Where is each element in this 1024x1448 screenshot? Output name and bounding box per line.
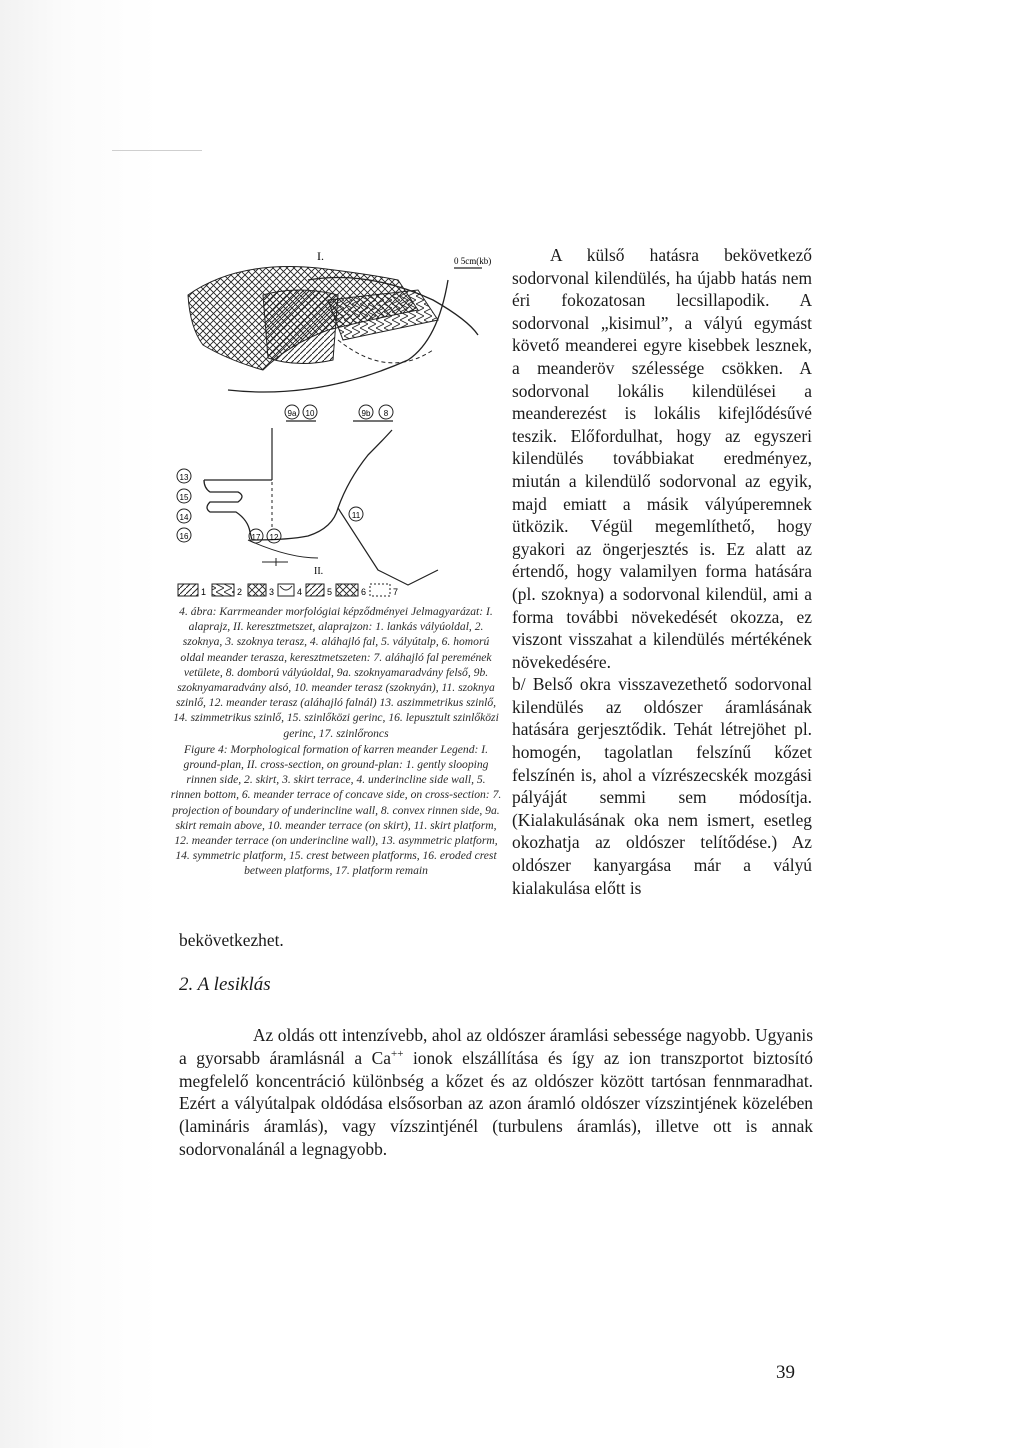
legend-number: 1 xyxy=(201,587,207,597)
circled-label: 14 xyxy=(179,513,189,522)
circled-label: 8 xyxy=(383,409,389,418)
circled-label: 9a xyxy=(287,409,297,418)
section-label-cross: II. xyxy=(314,566,324,577)
circled-label: 11 xyxy=(351,511,361,520)
right-paragraph-2: b/ Belső okra visszavezethető sodorvonal kilendülés az oldószer áramlásának hatására gerjesztődik. Tehát létrejöhet pl. homogén, tagolatlan felszínű kőzet felszínén is, ahol a vízrészecskék mozgási pályáját semmi sem módosítja. (Kialakulásának oka nem ismert, esetleg okozhatja az oldószer telítődése.) Az oldószer kanyargása már a vályú kialakulása előtt is xyxy=(512,674,812,898)
plan-view xyxy=(188,267,478,392)
circled-label: 12 xyxy=(269,533,279,542)
legend xyxy=(178,584,398,597)
right-column-text xyxy=(512,244,812,899)
figure-karren-meander xyxy=(168,240,518,610)
legend-number: 3 xyxy=(269,587,275,597)
legend-number: 6 xyxy=(361,587,367,597)
circled-label: 13 xyxy=(179,473,189,482)
legend-number: 7 xyxy=(393,587,399,597)
section-heading: 2. A lesiklás xyxy=(179,974,271,995)
body-text-part-1: Az oldás ott intenzívebb, ahol az oldószer áramlási sebessége nagyobb. Ugyanis a gyorsabb áramlásnál a Ca xyxy=(179,1025,813,1068)
caption-hungarian: 4. ábra: Karrmeander morfológiai képződményei Jelmagyarázat: I. alaprajz, II. keresztmetszet, alaprajzon: 1. lankás vályúoldal, 2. szoknya, 3. szoknya terasz, 4. aláhajló fal, 5. vályútalp, 6. homorú oldal meander terasza, keresztmetszeten: 7. aláhajló fal peremének vetülete, 8. domború vályúoldal, 9a. szoknyamaradvány felső, 9b. szoknyamaradvány alsó, 10. meander terasz (szoknyán), 11. szoknya szinlő, 12. meander terasz (aláhajló falnál) 13. aszimmetrikus szinlő, 14. szimmetrikus szinlő, 15. szinlőközi gerinc, 16. lepusztult szinlőközi gerinc, 17. szinlőroncs xyxy=(173,605,499,740)
scan-mark xyxy=(112,150,202,151)
diagonal-hatch-region xyxy=(263,290,338,364)
circled-label: 9b xyxy=(361,409,371,418)
caption-english: Figure 4: Morphological formation of karren meander Legend: I. ground-plan, II. cross-section, on ground-plan: 1. gently slooping rinnen side, 2. skirt, 3. skirt terrace, 4. underincline side wall, 5. rinnen bottom, 6. meander terrace of concave side, on cross-section: 7. projection of boundary of underincline wall, 8. convex rinnen side, 9a. skirt remain above, 10. meander terrace (on skirt), 11. skirt platform, 12. meander terrace (on underincline wall), 13. asymmetric platform, 14. symmetric platform, 15. crest between platforms, 16. eroded crest between platforms, 17. platform remain xyxy=(170,742,502,878)
legend-number: 5 xyxy=(327,587,333,597)
cross-section xyxy=(204,428,438,585)
superscript-charge: ++ xyxy=(391,1048,404,1060)
scan-margin-shading xyxy=(0,0,160,1448)
body-text-part-2: ionok elszállítása és így az ion transzportot biztosító megfelelő koncentráció különbség a kőzet és az oldószer között tartósan fennmaradhat. Ezért a vályútalpak oldódása elsősorban az azon áramló oldószer vízszintjének közelében (lamináris áramlás), vagy vízszintjénél (turbulens áramlás), illetve ott is annak sodorvonalánál a legnagyobb. xyxy=(179,1047,813,1159)
circled-label: 16 xyxy=(179,532,189,541)
section-label-plan: I. xyxy=(317,249,324,263)
page-number: 39 xyxy=(776,1362,795,1383)
circled-label: 10 xyxy=(305,409,315,418)
right-paragraph-1: A külső hatásra bekövetkező sodorvonal kilendülés, ha újabb hatás nem éri fokozatosan lecsillapodik. A sodorvonal „kisimul”, a vályú egymást követő meanderei egyre kisebbek lesznek, a meanderöv szélessége csökken. A sodorvonal lokális kilendülései a meanderezést is lokális kifejlődésűvé teszik. Előfordulhat, hogy az egyszeri kilendülés továbbiakat eredményez, miután a kilendülő sodorvonal az egyik, majd emiatt a másik vályúperemnek ütközik. Végül megemlíthető, hogy gyakori az öngerjesztés is. Ez alatt az értendő, hogy valamilyen forma hatására (pl. szoknya) a sodorvonal kilendül, ami a forma további növekedését okozza, ez viszont visszahat a kilendülés mértékének növekedésére. xyxy=(512,245,812,672)
figure-drawing xyxy=(168,240,518,610)
legend-number: 4 xyxy=(297,587,303,597)
scale-label: 0 5cm(kb) xyxy=(454,256,492,266)
continuation-text: bekövetkezhet. xyxy=(179,930,284,950)
circled-label: 17 xyxy=(251,533,261,542)
body-paragraph xyxy=(179,1024,813,1161)
figure-caption xyxy=(170,604,502,879)
body-paragraph-text xyxy=(179,1024,813,1161)
circled-labels-plan xyxy=(285,405,393,421)
circled-label: 15 xyxy=(179,493,189,502)
legend-number: 2 xyxy=(237,587,243,597)
section-profile xyxy=(204,430,392,540)
